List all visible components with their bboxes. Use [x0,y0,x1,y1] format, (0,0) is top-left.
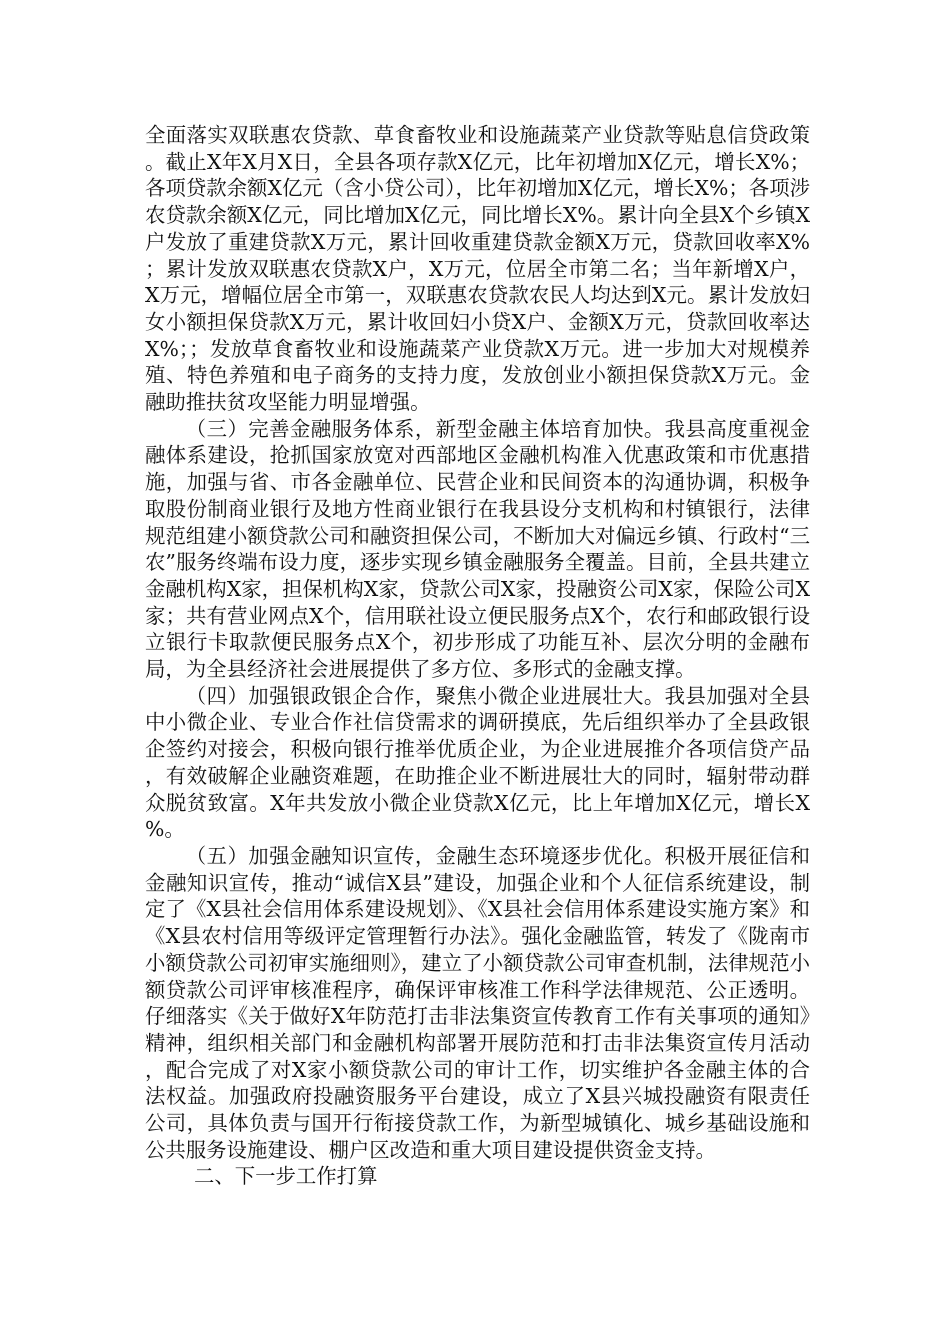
paragraph-bank-enterprise-cooperation: （四）加强银政银企合作，聚焦小微企业进展壮大。我县加强对全县中小微企业、专业合作社信贷需求的调研摸底，先后组织举办了全县政银企签约对接会，积极向银行推举优质企业，为企业进展推介各项信贷产品，有效破解企业融资难题，在助推企业不断进展壮大的同时，辐射带动群众脱贫致富。X年共发放小微企业贷款X亿元，比上年增加X亿元，增长X%。 [145,683,810,842]
section-heading-next-steps: 二、下一步工作打算 [193,1164,378,1189]
paragraph-financial-knowledge-publicity: （五）加强金融知识宣传，金融生态环境逐步优化。积极开展征信和金融知识宣传，推动“诚信X县”建设，加强企业和个人征信系统建设，制定了《X县社会信用体系建设规划》、《X县社会信用体系建设实施方案》和《X县农村信用等级评定管理暂行办法》。强化金融监管，转发了《陇南市小额贷款公司初审实施细则》，建立了小额贷款公司审查机制，法律规范小额贷款公司评审核准程序，确保评审核准工作科学法律规范、公正透明。仔细落实《关于做好X年防范打击非法集资宣传教育工作有关事项的通知》精神，组织相关部门和金融机构部署开展防范和打击非法集资宣传月活动，配合完成了对X家小额贷款公司的审计工作，切实维护各金融主体的合法权益。加强政府投融资服务平台建设，成立了X县兴城投融资有限责任公司，具体负责与国开行衔接贷款工作，为新型城镇化、城乡基础设施和公共服务设施建设、棚户区改造和重大项目建设提供资金支持。 [145,843,810,1162]
document-body [145,122,810,1190]
paragraph-financial-service-system: （三）完善金融服务体系，新型金融主体培育加快。我县高度重视金融体系建设，抢抓国家放宽对西部地区金融机构准入优惠政策和市优惠措施，加强与省、市各金融单位、民营企业和民间资本的沟通协调，积极争取股份制商业银行及地方性商业银行在我县设分支机构和村镇银行，法律规范组建小额贷款公司和融资担保公司，不断加大对偏远乡镇、行政村“三农”服务终端布设力度，逐步实现乡镇金融服务全覆盖。目前，全县共建立金融机构X家，担保机构X家，贷款公司X家，投融资公司X家，保险公司X家；共有营业网点X个，信用联社设立便民服务点X个，农行和邮政银行设立银行卡取款便民服务点X个，初步形成了功能互补、层次分明的金融布局，为全县经济社会进展提供了多方位、多形式的金融支撑。 [145,416,810,682]
paragraph-loan-statistics: 全面落实双联惠农贷款、草食畜牧业和设施蔬菜产业贷款等贴息信贷政策。截止X年X月X日，全县各项存款X亿元，比年初增加X亿元，增长X%；各项贷款余额X亿元（含小贷公司），比年初增加X亿元，增长X%；各项涉农贷款余额X亿元，同比增加X亿元，同比增长X%。累计向全县X个乡镇X户发放了重建贷款X万元，累计回收重建贷款金额X万元，贷款回收率X%；累计发放双联惠农贷款X户，X万元，位居全市第二名；当年新增X户，X万元，增幅位居全市第一，双联惠农贷款农民人均达到X元。累计发放妇女小额担保贷款X万元，累计收回妇小贷X户、金额X万元，贷款回收率达X%；；发放草食畜牧业和设施蔬菜产业贷款X万元。进一步加大对规模养殖、特色养殖和电子商务的支持力度，发放创业小额担保贷款X万元。金融助推扶贫攻坚能力明显增强。 [145,123,810,415]
